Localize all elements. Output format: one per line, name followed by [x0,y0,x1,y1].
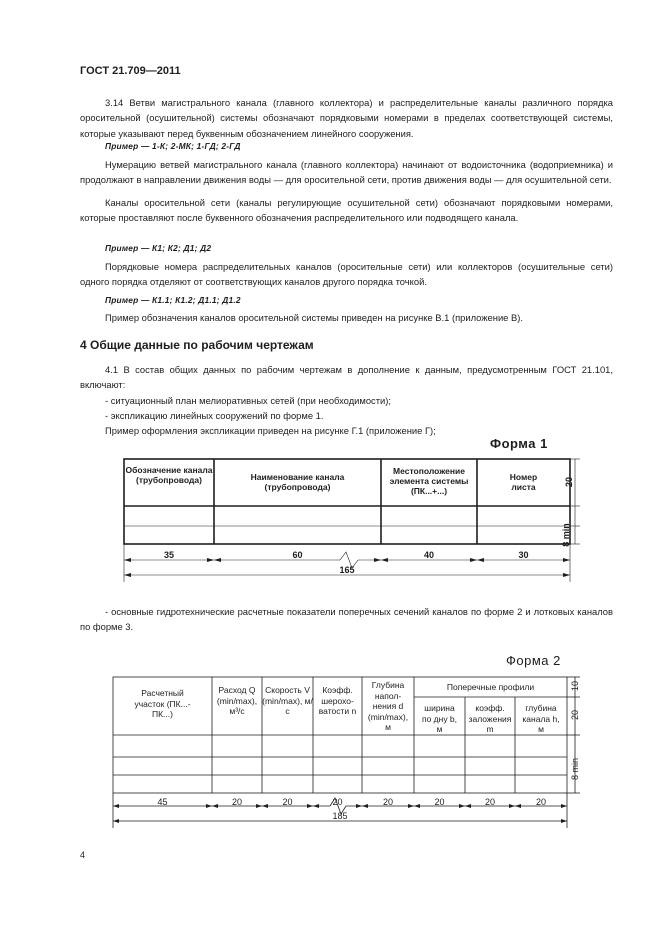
form1-col-location: Местоположение элемента системы (ПК...+...) [389,466,469,496]
form1-label: Форма 1 [490,436,548,451]
form2-width-7: 20 [484,797,495,807]
bullet-situational-plan: - ситуационный план мелиоративных сетей (при необходимости); [105,395,392,406]
form2-col-slope: коэфф. заложения m [468,703,512,734]
form2-col-speed: Скорость V (min/max), м/с [262,685,313,716]
form1-width-2: 60 [292,550,303,560]
form1-col-designation: Обозначение канала (трубопровода) [125,465,213,485]
paragraph-example-form: Пример оформления экспликации приведен на рисунке Г.1 (приложение Г); [105,425,436,436]
section-4-title: 4 Общие данные по рабочим чертежам [80,338,314,352]
form2-width-1: 45 [157,797,168,807]
paragraph-channels: Каналы оросительной сети (каналы регулирующие осушительной сети) обозначают порядковыми номерами, которые проставляют после буквенного обозначения распределительного или подводящего канала. [80,197,613,224]
bullet-hydraulic-indicators: - основные гидротехнические расчетные показатели поперечных сечений каналов по форме 2 и лотковых каналов по форме 3. [80,606,613,633]
form1-total-width: 165 [339,565,355,575]
form2-col-depth: Глубина напол-нения d (min/max), м [367,680,409,732]
example-3: Пример — К1.1; К1.2; Д1.1; Д1.2 [105,295,241,305]
form2-col-flow: Расход Q (min/max), м³/с [216,685,258,716]
paragraph-numbering: Нумерацию ветвей магистрального канала (главного коллектора) начинают от водоисточника (водоприемника) и продолжают в направлении движения воды — для оросительной сети, против движения воды — для осушительной сети. [80,159,613,186]
form2-width-3: 20 [282,797,293,807]
form2-col-roughness: Коэфф. шерохо-ватости n [318,685,357,716]
form2-width-8: 20 [535,797,546,807]
form1-col-sheet: Номер листа [509,472,538,492]
form2-col-width: ширина по дну b, м [421,703,458,734]
form1-width-3: 40 [423,550,434,560]
form1-width-4: 30 [518,550,529,560]
example-2: Пример — К1; К2; Д1; Д2 [105,243,212,253]
paragraph-4-1: 4.1 В состав общих данных по рабочим чертежам в дополнение к данным, предусмотренным ГОСТ 21.101, включают: [80,364,613,391]
bullet-explication: - экспликацию линейных сооружений по форме 1. [105,410,324,421]
form2-dim-20: 20 [570,710,580,721]
form2-group-profiles: Поперечные профили [446,682,535,692]
example-1: Пример — 1-К; 2-МК; 1-ГД; 2-ГД [105,141,241,151]
form2-label: Форма 2 [506,653,561,668]
form2-dim-8min: 8 min [570,758,580,781]
form1-width-1: 35 [163,550,174,560]
page-number: 4 [80,850,86,860]
form2-total-width: 185 [332,811,348,821]
form2-width-4: 20 [332,797,343,807]
form1-col-name: Наименование канала (трубопровода) [250,472,345,492]
form2-width-2: 20 [231,797,242,807]
paragraph-order: Порядковые номера распределительных каналов (оросительные сети) или коллекторов (осушительные сети) одного порядка отделяют от соответствующих каналов другого порядка точкой. [80,261,613,288]
form2-width-6: 20 [434,797,445,807]
form1-row-height: 20 [564,477,574,488]
paragraph-figure: Пример обозначения каналов оросительной системы приведен на рисунке В.1 (приложение В). [105,312,523,323]
form2-width-5: 20 [382,797,393,807]
form1-min-row: 8 min [561,523,571,547]
document-header: ГОСТ 21.709—2011 [80,65,181,77]
form2-col-canal-depth: глубина канала h, м [522,703,560,734]
form2-dim-10: 10 [570,681,580,692]
paragraph-3-14: 3.14 Ветви магистрального канала (главного коллектора) и распределительные каналы различного порядка оросительной (осушительной) системы обозначают порядковыми номерами в пределах соответствующей системы, которые указывают перед буквенным обозначением линейного сооружения. [80,97,613,139]
form2-col-section: Расчетный участок (ПК...-ПК...) [134,688,191,719]
